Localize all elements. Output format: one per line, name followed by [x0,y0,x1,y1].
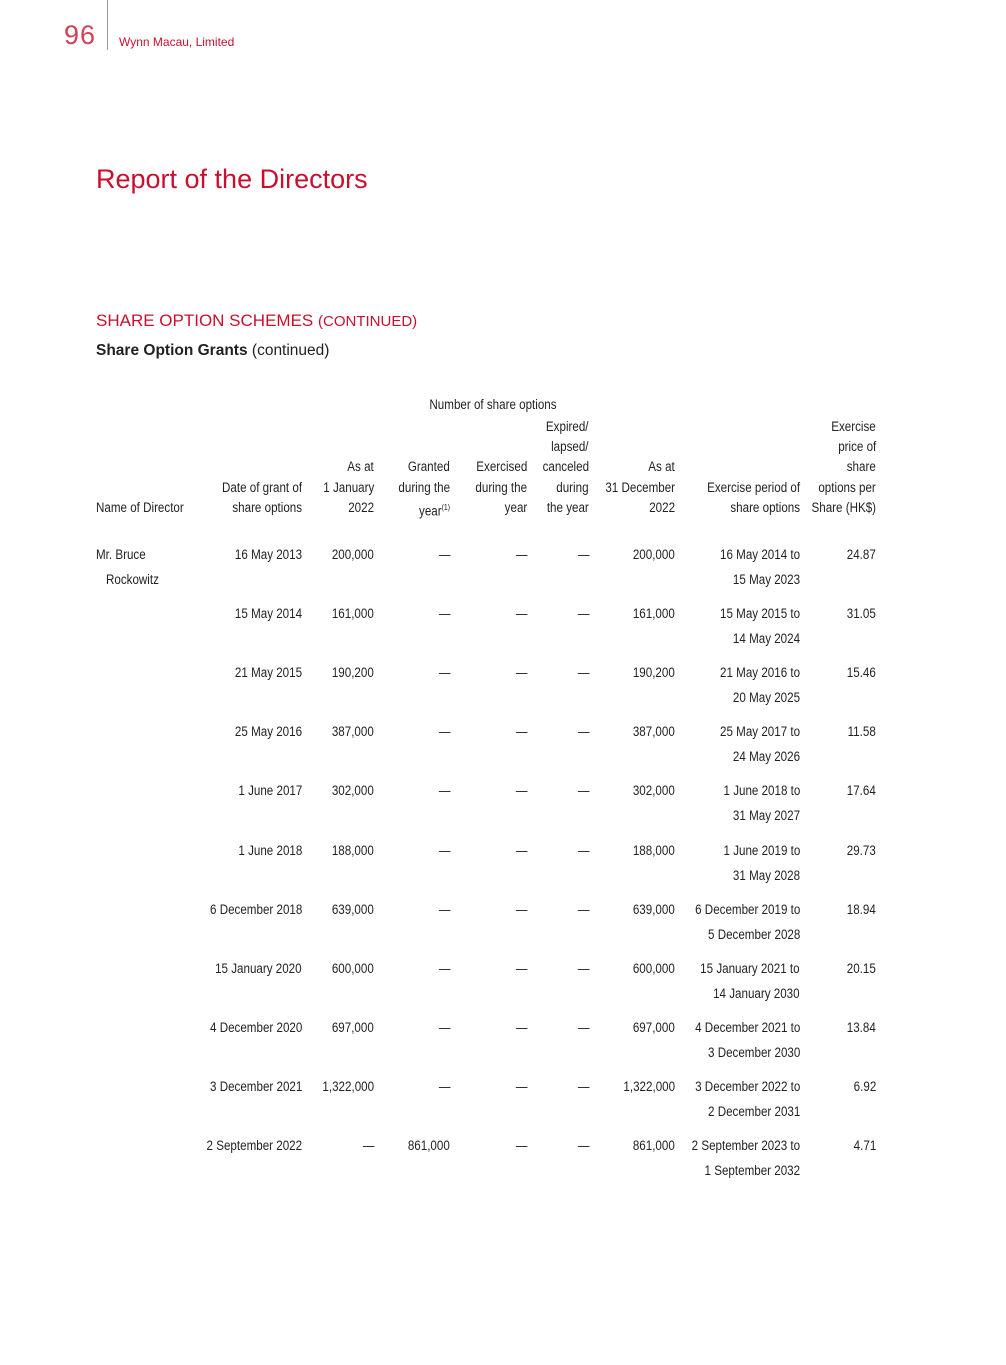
section-continued: (CONTINUED) [318,313,418,330]
cell-as-at-start: 387,000 [332,724,374,740]
cell-grant-date: 3 December 2021 [209,1078,302,1094]
col-header-price: options per [818,479,876,495]
cell-granted: — [438,1078,450,1094]
col-header-price: Share (HK$) [811,500,876,515]
group-header: Number of share options [429,397,557,412]
col-header-price: price of [837,439,876,455]
cell-price: 17.64 [846,783,876,799]
cell-expired: — [577,1019,589,1035]
col-header-exercised: year [504,500,527,515]
cell-granted: — [438,547,450,562]
col-header-as-at-start: 1 January [323,479,374,495]
col-header-grant-date: Date of grant of [221,479,302,495]
cell-granted: — [438,606,450,622]
company-name: Wynn Macau, Limited [119,35,235,49]
cell-period-start: 1 June 2018 to [723,783,800,799]
cell-granted: — [438,1019,450,1035]
cell-grant-date: 2 September 2022 [206,1138,302,1153]
cell-expired: — [577,783,589,799]
cell-period-end: 3 December 2030 [707,1044,800,1060]
director-name-line2: Rockowitz [106,572,159,587]
col-header-expired: the year [547,500,589,515]
cell-granted: — [438,960,450,976]
col-header-expired: during [556,479,589,495]
col-header-expired: lapsed/ [551,439,589,455]
cell-granted: — [438,901,450,917]
col-header-name: Name of Director [96,500,184,515]
cell-period-end: 5 December 2028 [707,926,800,942]
cell-period-start: 6 December 2019 to [694,901,800,917]
director-name: Mr. Bruce [96,547,146,562]
col-header-granted: year$^{(1)}$ [418,503,450,519]
col-header-as-at-end: As at [648,459,675,475]
cell-grant-date: 15 May 2014 [234,606,302,622]
col-header-granted: Granted [408,459,450,475]
cell-period-start: 25 May 2017 to [719,724,800,740]
cell-grant-date: 1 June 2017 [238,783,302,799]
cell-as-at-end: 190,200 [633,665,675,681]
cell-period-start: 15 May 2015 to [719,606,800,622]
col-header-as-at-end: 31 December [605,479,675,495]
cell-grant-date: 25 May 2016 [234,724,302,740]
cell-as-at-end: 1,322,000 [623,1078,675,1094]
page-number: 96 [64,20,97,50]
cell-exercised: — [515,665,527,681]
col-header-as-at-end: 2022 [649,500,675,515]
cell-exercised: — [515,724,527,740]
cell-granted: — [438,665,450,681]
cell-grant-date: 15 January 2020 [215,960,302,976]
cell-period-start: 15 January 2021 to [700,960,800,976]
cell-exercised: — [515,1138,527,1153]
page-title: Report of the Directors [96,164,368,194]
cell-expired: — [577,547,589,562]
cell-price: 13.84 [846,1019,876,1035]
cell-price: 11.58 [847,724,876,740]
col-header-as-at-start: As at [347,459,374,475]
cell-exercised: — [515,960,527,976]
cell-period-start: 21 May 2016 to [719,665,800,681]
cell-grant-date: 21 May 2015 [234,665,302,681]
cell-expired: — [577,665,589,681]
footnote-ref: (1) [441,503,450,512]
cell-as-at-end: 697,000 [633,1019,675,1035]
cell-grant-date: 16 May 2013 [234,547,302,562]
cell-period-start: 2 September 2023 to [691,1138,800,1153]
cell-expired: — [577,960,589,976]
cell-as-at-end: 387,000 [633,724,675,740]
cell-period-start: 4 December 2021 to [694,1019,800,1035]
cell-period-end: 24 May 2026 [732,749,800,765]
cell-granted: — [438,783,450,799]
cell-grant-date: 1 June 2018 [238,842,302,858]
cell-period-end: 2 December 2031 [707,1103,800,1119]
cell-granted: — [438,842,450,858]
col-header-period: share options [730,500,800,515]
cell-as-at-start: 188,000 [332,842,374,858]
cell-as-at-end: 639,000 [633,901,675,917]
cell-price: 29.73 [846,842,876,858]
cell-as-at-start: 302,000 [332,783,374,799]
cell-grant-date: 4 December 2020 [209,1019,302,1035]
col-header-exercised: during the [475,479,527,495]
cell-period-end: 20 May 2025 [732,690,800,706]
cell-as-at-end: 188,000 [633,842,675,858]
col-header-price: share [846,459,876,475]
cell-period-end: 1 September 2032 [704,1163,800,1178]
col-header-as-at-start: 2022 [348,500,374,515]
subsection-continued: (continued) [251,342,330,359]
cell-expired: — [577,1078,589,1094]
cell-as-at-end: 200,000 [633,547,675,562]
col-header-exercised: Exercised [476,459,527,475]
cell-granted: — [438,724,450,740]
cell-price: 18.94 [846,901,876,917]
cell-price: 4.71 [853,1138,876,1153]
cell-price: 31.05 [846,606,876,622]
cell-price: 6.92 [853,1078,876,1094]
cell-period-end: 14 May 2024 [732,631,800,647]
cell-as-at-end: 861,000 [633,1138,675,1153]
col-header-expired: canceled [542,459,589,475]
cell-grant-date: 6 December 2018 [209,901,302,917]
cell-price: 15.46 [846,665,876,681]
section-title: SHARE OPTION SCHEMES [96,311,314,330]
cell-as-at-start: 161,000 [332,606,374,622]
cell-as-at-end: 302,000 [633,783,675,799]
cell-period-end: 31 May 2027 [732,808,800,824]
cell-exercised: — [515,1078,527,1094]
subsection-title: Share Option Grants [96,342,248,359]
cell-period-start: 1 June 2019 to [723,842,800,858]
col-header-granted: during the [398,479,450,495]
col-header-grant-date: share options [232,500,302,515]
cell-granted: 861,000 [408,1138,450,1153]
cell-as-at-end: 600,000 [633,960,675,976]
cell-expired: — [577,724,589,740]
cell-as-at-start: 697,000 [332,1019,374,1035]
cell-exercised: — [515,1019,527,1035]
cell-as-at-start: 200,000 [332,547,374,562]
cell-price: 24.87 [846,547,876,562]
cell-expired: — [577,901,589,917]
col-header-price: Exercise [831,418,876,434]
cell-as-at-start: 1,322,000 [322,1078,374,1094]
cell-period-start: 3 December 2022 to [694,1078,800,1094]
cell-period-end: 15 May 2023 [732,572,800,587]
cell-as-at-start: 639,000 [332,901,374,917]
cell-expired: — [577,842,589,858]
cell-period-end: 14 January 2030 [713,985,800,1001]
cell-as-at-start: — [362,1138,374,1153]
cell-as-at-start: 190,200 [332,665,374,681]
cell-price: 20.15 [846,960,876,976]
cell-as-at-start: 600,000 [332,960,374,976]
cell-expired: — [577,606,589,622]
cell-period-start: 16 May 2014 to [719,547,800,562]
cell-period-end: 31 May 2028 [732,867,800,883]
cell-exercised: — [515,901,527,917]
cell-exercised: — [515,547,527,562]
cell-exercised: — [515,842,527,858]
col-header-period: Exercise period of [707,479,800,495]
cell-exercised: — [515,606,527,622]
cell-exercised: — [515,783,527,799]
col-header-expired: Expired/ [546,418,589,434]
cell-as-at-end: 161,000 [633,606,675,622]
cell-expired: — [577,1138,589,1153]
